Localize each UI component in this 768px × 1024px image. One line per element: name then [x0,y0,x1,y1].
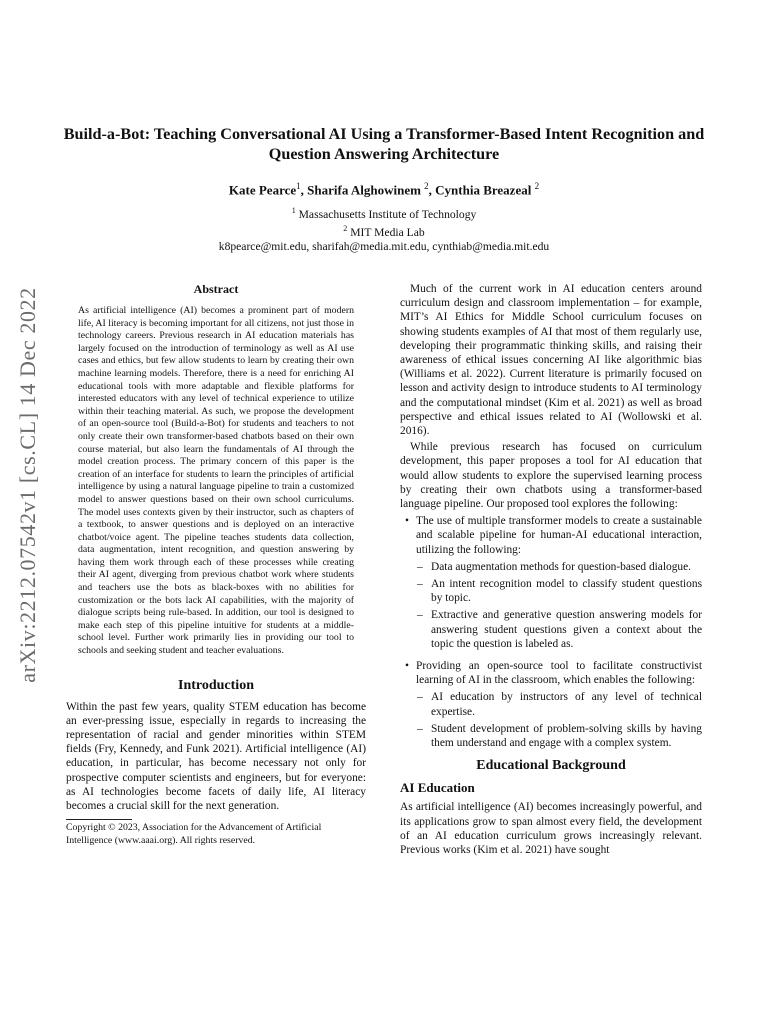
body-paragraph: As artificial intelligence (AI) becomes increasingly powerful, and its applications grow to span almost every field, the development of an AI education curriculum grows increasingly relevant. Previous works (Kim et al. 2021) have sought [400,801,702,856]
arxiv-identifier-text: arXiv:2212.07542v1 [cs.CL] 14 Dec 2022 [15,287,40,683]
list-item: – AI education by instructors of any level of technical expertise. [416,690,702,718]
author-list: Kate Pearce$^1$, Sharifa Alghowinem $^2$, Cynthia Breazeal $^2$ [228,181,540,198]
author-emails: k8pearce@mit.edu, sharifah@media.mit.edu, cynthiab@media.mit.edu [218,240,550,254]
sub-list [416,690,702,750]
list-item: – An intent recognition model to classify student questions by topic. [416,577,702,605]
list-item: – Extractive and generative question answering models for answering student questions given a context about the topic the question is labeled as. [416,608,702,651]
affiliation-2: $^2$ MIT Media Lab [343,224,425,240]
abstract-heading: Abstract [193,282,239,296]
body-paragraph: Much of the current work in AI education centers around curriculum design and classroom implementation – for example, MIT’s AI Ethics for Middle School curriculum focuses on showing students examples of AI that most of them regularly use, developing their programmatic thinking skills, and raising their awareness of ethical issues concerning AI like algorithmic bias (Williams et al. 2022). Current literature is primarily focused on lesson and activity design to introduce students to AI terminology and the computational mindset (Kim et al. 2021) as well as broad perspective and ethical issues related to AI (Wollowski et al. 2016). [400,283,702,438]
abstract-text: As artificial intelligence (AI) becomes a prominent part of modern life, AI literacy is becoming important for all citizens, not just those in technology careers. Previous research in AI education materials has largely focused on the introduction of terminology as well as AI use cases and ethics, but few allow students to learn by creating their own machine learning models. Therefore, there is a need for enriching AI educational tools with more adaptable and flexible platforms for interested educators with any level of technical experience to utilize within their teaching material. As such, we propose the development of an open-source tool (Build-a-Bot) for students and teachers to not only create their own transformer-based chatbots based on their own course material, but also learn the fundamentals of AI through the model creation process. The primary concern of this paper is the creation of an interface for students to learn the principles of artificial intelligence by using a natural language pipeline to train a customized model to answer questions based on their own school curriculums. The model uses contexts given by their instructor, such as chapters of a textbook, to answer questions and is deployed on an interactive chatbot/voice agent. The pipeline teaches students data collection, data augmentation, intent recognition, and question answering by having them work through each of these processes while creating their AI agent, diverging from previous chatbot work where students and teachers use the bots as black-boxes with no abilities for customization or the bots lack AI capabilities, with the majority of dialogue scripts being rule-based. In addition, our tool is designed to make each step of this pipeline intuitive for students at a middle-school level. Further work primarily lies in providing our tool to schools and seeking student and teacher evaluations. [78,305,354,657]
contribution-list [400,514,702,750]
author-affil-mark: 1 [296,181,301,191]
body-paragraph: While previous research has focused on curriculum development, this paper proposes a tool for AI education that would allow students to explore the supervised learning process by creating their own chatbots using a transformer-based language pipeline. Our proposed tool explores the following: [400,441,702,511]
author-affil-mark: 2 [534,181,540,191]
author-name: Kate Pearce [228,182,297,198]
right-column [400,280,702,857]
sub-list [416,560,702,651]
author-name: Sharifa Alghowinem [307,182,421,198]
list-item: – Student development of problem-solving skills by having them understand and engage with a complex system. [416,722,702,750]
copyright-notice: Copyright © 2023, Association for the Advancement of Artificial Intelligence (www.aaai.org). All rights reserved. [66,822,322,846]
author-name: Cynthia Breazeal [435,182,532,198]
list-item: • Providing an open-source tool to facilitate constructivist learning of AI in the classroom, which enables the following: – AI education by instructors of any level of technical expertise. – Student development of problem-solving skills by having them understand and engage with a complex system. [400,659,702,750]
arxiv-identifier [6,270,50,700]
paper-title: Build-a-Bot: Teaching Conversational AI Using a Transformer-Based Intent Recognition and Question Answering Architecture [63,125,705,163]
introduction-heading: Introduction [178,677,254,693]
paper-header [60,124,708,254]
introduction-text: Within the past few years, quality STEM education has become an ever-pressing issue, especially in regards to increasing the representation of racial and gender minorities within STEM fields (Fry, Kennedy, and Funk 2021). Artificial intelligence (AI) education, in particular, has become necessary not only for prospective computer scientists and engineers, but for everyone: as AI technologies become facets of daily life, AI literacy becomes a crucial skill for the next generation. [66,700,366,813]
subsection-heading: AI Education [400,780,475,796]
section-heading: Educational Background [476,758,626,774]
list-item: – Data augmentation methods for question-based dialogue. [416,560,702,574]
footnote-rule [66,819,132,820]
left-column [66,282,366,847]
affiliations [60,204,708,254]
author-affil-mark: 2 [424,181,429,191]
list-item: • The use of multiple transformer models to create a sustainable and scalable pipeline for human-AI educational interaction, utilizing the following: – Data augmentation methods for question-based dialogue. – An intent recognition model to classify student questions by topic. – Extractive and generative question answering models for answering student questions given a context about the topic the question is labeled as. [400,514,702,651]
affiliation-1: $^1$ Massachusetts Institute of Technology [291,206,477,222]
